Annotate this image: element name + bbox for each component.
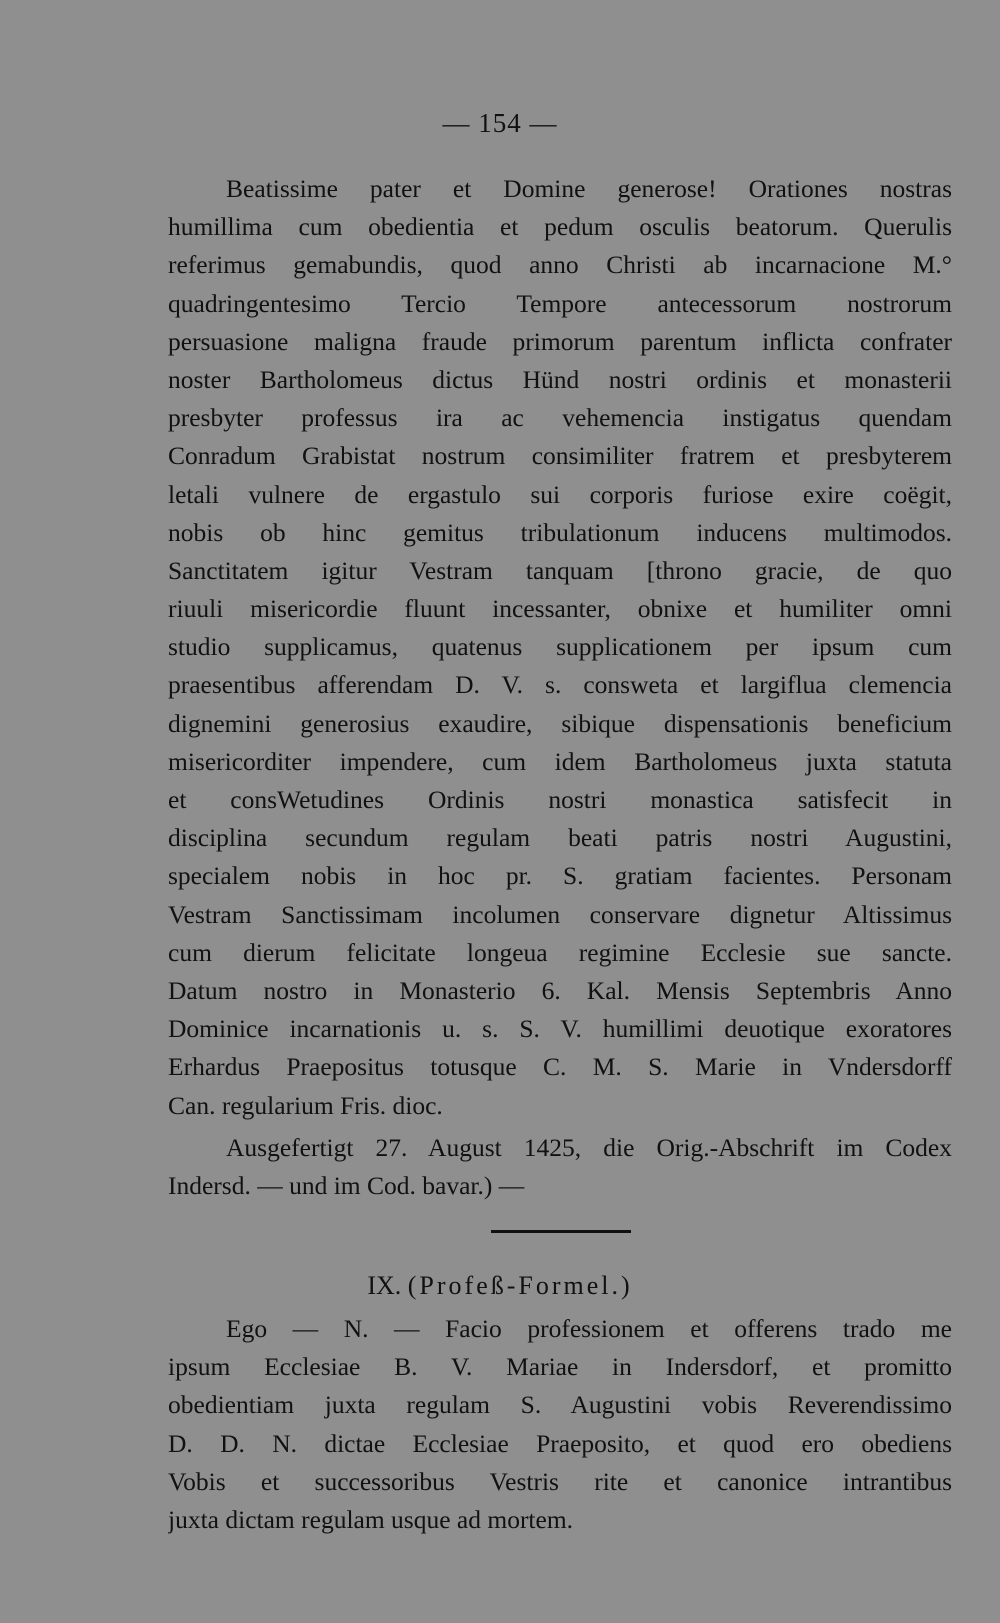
- text-line: noster Bartholomeus dictus Hünd nostri ordinis et monasterii: [168, 364, 952, 394]
- text-line: Sanctitatem igitur Vestram tanquam [throno gracie, de quo: [168, 555, 952, 585]
- text-line: presbyter professus ira ac vehemencia instigatus quendam: [168, 403, 952, 433]
- text-line: et consWetudines Ordinis nostri monastica satisfecit in: [168, 785, 952, 814]
- text-line: misericorditer impendere, cum idem Bartholomeus juxta statuta: [168, 746, 952, 776]
- profession-formula: [168, 1310, 952, 1539]
- text-line: quadringentesimo Tercio Tempore antecessorum nostrorum: [168, 288, 952, 318]
- section-title: (Profeß-Formel.): [407, 1271, 633, 1300]
- text-line: specialem nobis in hoc pr. S. gratiam facientes. Personam: [168, 861, 952, 891]
- text-line: referimus gemabundis, quod anno Christi ab incarnacione M.°: [168, 250, 952, 280]
- text-line: Can. regularium Fris. dioc.: [168, 1090, 443, 1120]
- text-line: Dominice incarnationis u. s. S. V. humillimi deuotique exoratores: [168, 1014, 952, 1044]
- letter-text: [168, 170, 952, 1125]
- text-line: Datum nostro in Monasterio 6. Kal. Mensis Septembris Anno: [168, 975, 952, 1005]
- text-line: obedientiam juxta regulam S. Augustini vobis Reverendissimo: [168, 1390, 952, 1420]
- section-divider: [491, 1230, 631, 1233]
- text-line: Vestram Sanctissimam incolumen conservare dignetur Altissimus: [168, 899, 952, 929]
- text-line: Indersd. — und im Cod. bavar.) —: [168, 1171, 525, 1201]
- section-heading: [0, 1268, 1000, 1304]
- text-line: dignemini generosius exaudire, sibique dispensationis beneficium: [168, 708, 952, 738]
- text-line: praesentibus afferendam D. V. s. consweta et largiflua clemencia: [168, 670, 952, 700]
- editorial-note: [168, 1129, 952, 1205]
- text-line: letali vulnere de ergastulo sui corporis furiose exire coëgit,: [168, 479, 952, 509]
- text-line: Vobis et successoribus Vestris rite et canonice intrantibus: [168, 1466, 952, 1496]
- text-line: ipsum Ecclesiae B. V. Mariae in Indersdorf, et promitto: [168, 1352, 952, 1382]
- text-line: Beatissime pater et Domine generose! Orationes nostras: [226, 174, 952, 203]
- page-number: — 154 —: [442, 108, 558, 138]
- text-line: humillima cum obedientia et pedum osculis beatorum. Querulis: [168, 212, 952, 242]
- section-numeral: IX.: [367, 1271, 402, 1300]
- text-line: persuasione maligna fraude primorum parentum inflicta confrater: [168, 326, 952, 356]
- text-line: riuuli misericordie fluunt incessanter, obnixe et humiliter omni: [168, 594, 952, 624]
- text-line: Ego — N. — Facio professionem et offerens trado me: [226, 1314, 952, 1343]
- text-line: D. D. N. dictae Ecclesiae Praeposito, et quod ero obediens: [168, 1428, 952, 1458]
- text-line: studio supplicamus, quatenus supplicationem per ipsum cum: [168, 632, 952, 662]
- text-line: Erhardus Praepositus totusque C. M. S. Marie in Vndersdorff: [168, 1052, 952, 1082]
- text-line: Ausgefertigt 27. August 1425, die Orig.-Abschrift im Codex: [226, 1133, 952, 1162]
- text-line: cum dierum felicitate longeua regimine Ecclesie sue sancte.: [168, 937, 952, 967]
- text-line: Conradum Grabistat nostrum consimiliter fratrem et presbyterem: [168, 441, 952, 471]
- text-line: disciplina secundum regulam beati patris nostri Augustini,: [168, 823, 952, 853]
- text-line: nobis ob hinc gemitus tribulationum inducens multimodos.: [168, 517, 952, 547]
- text-line: juxta dictam regulam usque ad mortem.: [168, 1504, 574, 1534]
